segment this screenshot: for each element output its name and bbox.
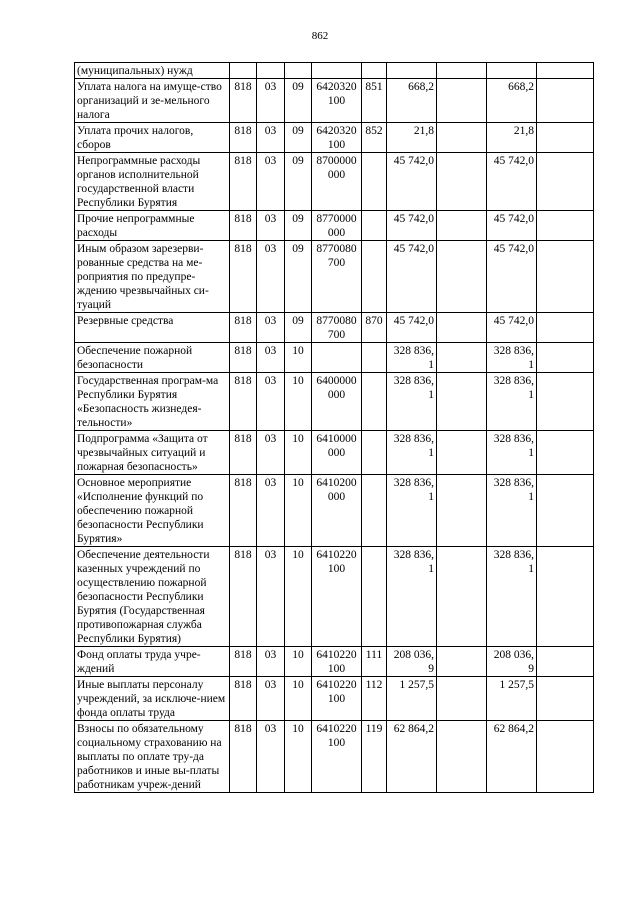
- total-cell: 668,2: [487, 79, 537, 123]
- section-code-cell: [257, 63, 285, 79]
- section-code-cell: 03: [257, 431, 285, 475]
- amount-cell: 45 742,0: [387, 211, 437, 241]
- row-name-cell: Основное мероприятие «Исполнение функций по обеспечению пожарной безопасности Республики Бурятия»: [75, 475, 230, 547]
- total-cell: 328 836,1: [487, 547, 537, 647]
- amount-cell: 208 036,9: [387, 647, 437, 677]
- subsection-code-cell: 09: [285, 241, 312, 313]
- row-name-cell: Иные выплаты персоналу учреждений, за исключе-нием фонда оплаты труда: [75, 677, 230, 721]
- ministry-code-cell: 818: [230, 241, 257, 313]
- subsection-code-cell: 09: [285, 79, 312, 123]
- extra-cell: [437, 647, 487, 677]
- extra-cell: [437, 123, 487, 153]
- blank-cell: [537, 677, 594, 721]
- table-row: [75, 547, 594, 647]
- subsection-code-cell: 10: [285, 721, 312, 793]
- row-name-cell: Уплата прочих налогов, сборов: [75, 123, 230, 153]
- total-cell: 45 742,0: [487, 153, 537, 211]
- blank-cell: [537, 211, 594, 241]
- amount-cell: 45 742,0: [387, 241, 437, 313]
- section-code-cell: 03: [257, 211, 285, 241]
- target-article-cell: [312, 63, 362, 79]
- target-article-cell: 6420320100: [312, 79, 362, 123]
- table-row: [75, 343, 594, 373]
- expense-type-cell: [362, 153, 387, 211]
- ministry-code-cell: 818: [230, 677, 257, 721]
- target-article-cell: 6410000000: [312, 431, 362, 475]
- row-name-cell: Иным образом зарезерви-рованные средства на ме-роприятия по предупре-ждению чрезвычайных си-туаций: [75, 241, 230, 313]
- extra-cell: [437, 677, 487, 721]
- extra-cell: [437, 79, 487, 123]
- ministry-code-cell: 818: [230, 313, 257, 343]
- row-name-cell: (муниципальных) нужд: [75, 63, 230, 79]
- section-code-cell: 03: [257, 153, 285, 211]
- target-article-cell: 8770000000: [312, 211, 362, 241]
- target-article-cell: 8700000000: [312, 153, 362, 211]
- section-code-cell: 03: [257, 647, 285, 677]
- subsection-code-cell: 10: [285, 343, 312, 373]
- extra-cell: [437, 475, 487, 547]
- target-article-cell: 6410220100: [312, 721, 362, 793]
- amount-cell: 668,2: [387, 79, 437, 123]
- subsection-code-cell: 10: [285, 373, 312, 431]
- amount-cell: 62 864,2: [387, 721, 437, 793]
- table-row: [75, 241, 594, 313]
- extra-cell: [437, 721, 487, 793]
- expense-type-cell: [362, 63, 387, 79]
- extra-cell: [437, 63, 487, 79]
- expense-type-cell: 870: [362, 313, 387, 343]
- target-article-cell: 6400000000: [312, 373, 362, 431]
- amount-cell: 1 257,5: [387, 677, 437, 721]
- blank-cell: [537, 547, 594, 647]
- row-name-cell: Прочие непрограммные расходы: [75, 211, 230, 241]
- row-name-cell: Подпрограмма «Защита от чрезвычайных ситуаций и пожарная безопасность»: [75, 431, 230, 475]
- ministry-code-cell: 818: [230, 431, 257, 475]
- row-name-cell: Обеспечение пожарной безопасности: [75, 343, 230, 373]
- row-name-cell: Взносы по обязательному социальному страхованию на выплаты по оплате тру-да работников и иные вы-платы работникам учреж-дений: [75, 721, 230, 793]
- total-cell: 328 836,1: [487, 343, 537, 373]
- blank-cell: [537, 721, 594, 793]
- blank-cell: [537, 241, 594, 313]
- amount-cell: 328 836,1: [387, 547, 437, 647]
- table-row: [75, 475, 594, 547]
- total-cell: 328 836,1: [487, 431, 537, 475]
- expense-type-cell: 119: [362, 721, 387, 793]
- table-row: [75, 211, 594, 241]
- page-number: 862: [311, 30, 329, 42]
- section-code-cell: 03: [257, 313, 285, 343]
- table-row: [75, 63, 594, 79]
- amount-cell: 328 836,1: [387, 475, 437, 547]
- ministry-code-cell: 818: [230, 79, 257, 123]
- ministry-code-cell: 818: [230, 123, 257, 153]
- section-code-cell: 03: [257, 343, 285, 373]
- target-article-cell: 6410220100: [312, 647, 362, 677]
- table-row: [75, 721, 594, 793]
- row-name-cell: Уплата налога на имуще-ство организаций и зе-мельного налога: [75, 79, 230, 123]
- total-cell: 45 742,0: [487, 241, 537, 313]
- row-name-cell: Государственная програм-ма Республики Бурятия «Безопасность жизнедея-тельности»: [75, 373, 230, 431]
- extra-cell: [437, 547, 487, 647]
- blank-cell: [537, 123, 594, 153]
- expense-type-cell: [362, 211, 387, 241]
- table-row: [75, 373, 594, 431]
- total-cell: 45 742,0: [487, 313, 537, 343]
- table-row: [75, 153, 594, 211]
- ministry-code-cell: 818: [230, 343, 257, 373]
- total-cell: 328 836,1: [487, 373, 537, 431]
- subsection-code-cell: 09: [285, 123, 312, 153]
- extra-cell: [437, 313, 487, 343]
- subsection-code-cell: 10: [285, 431, 312, 475]
- section-code-cell: 03: [257, 241, 285, 313]
- expense-type-cell: 112: [362, 677, 387, 721]
- subsection-code-cell: 10: [285, 647, 312, 677]
- subsection-code-cell: 09: [285, 153, 312, 211]
- blank-cell: [537, 79, 594, 123]
- ministry-code-cell: 818: [230, 475, 257, 547]
- subsection-code-cell: [285, 63, 312, 79]
- total-cell: 328 836,1: [487, 475, 537, 547]
- extra-cell: [437, 343, 487, 373]
- row-name-cell: Резервные средства: [75, 313, 230, 343]
- target-article-cell: 8770080700: [312, 313, 362, 343]
- blank-cell: [537, 343, 594, 373]
- ministry-code-cell: 818: [230, 721, 257, 793]
- total-cell: 21,8: [487, 123, 537, 153]
- budget-table: [74, 62, 594, 793]
- target-article-cell: 6410220100: [312, 547, 362, 647]
- row-name-cell: Непрограммные расходы органов исполнительной государственной власти Республики Бурятия: [75, 153, 230, 211]
- amount-cell: 328 836,1: [387, 343, 437, 373]
- target-article-cell: 6410200000: [312, 475, 362, 547]
- expense-type-cell: [362, 475, 387, 547]
- amount-cell: 328 836,1: [387, 431, 437, 475]
- section-code-cell: 03: [257, 373, 285, 431]
- blank-cell: [537, 63, 594, 79]
- row-name-cell: Обеспечение деятельности казенных учреждений по осуществлению пожарной безопасности Республики Бурятия (Государственная противопожарная служба Республики Бурятия): [75, 547, 230, 647]
- table-row: [75, 313, 594, 343]
- extra-cell: [437, 241, 487, 313]
- total-cell: 45 742,0: [487, 211, 537, 241]
- amount-cell: 21,8: [387, 123, 437, 153]
- total-cell: 1 257,5: [487, 677, 537, 721]
- expense-type-cell: [362, 431, 387, 475]
- table-row: [75, 123, 594, 153]
- subsection-code-cell: 10: [285, 475, 312, 547]
- subsection-code-cell: 10: [285, 677, 312, 721]
- ministry-code-cell: 818: [230, 211, 257, 241]
- target-article-cell: 8770080700: [312, 241, 362, 313]
- total-cell: 208 036,9: [487, 647, 537, 677]
- extra-cell: [437, 153, 487, 211]
- table-row: [75, 79, 594, 123]
- target-article-cell: 6420320100: [312, 123, 362, 153]
- amount-cell: 45 742,0: [387, 153, 437, 211]
- expense-type-cell: [362, 343, 387, 373]
- table-row: [75, 677, 594, 721]
- extra-cell: [437, 211, 487, 241]
- subsection-code-cell: 09: [285, 211, 312, 241]
- extra-cell: [437, 431, 487, 475]
- section-code-cell: 03: [257, 123, 285, 153]
- amount-cell: 45 742,0: [387, 313, 437, 343]
- table-row: [75, 647, 594, 677]
- ministry-code-cell: [230, 63, 257, 79]
- section-code-cell: 03: [257, 79, 285, 123]
- extra-cell: [437, 373, 487, 431]
- budget-table-body: [75, 63, 594, 793]
- section-code-cell: 03: [257, 721, 285, 793]
- amount-cell: 328 836,1: [387, 373, 437, 431]
- ministry-code-cell: 818: [230, 373, 257, 431]
- section-code-cell: 03: [257, 677, 285, 721]
- expense-type-cell: 851: [362, 79, 387, 123]
- ministry-code-cell: 818: [230, 153, 257, 211]
- total-cell: 62 864,2: [487, 721, 537, 793]
- table-row: [75, 431, 594, 475]
- target-article-cell: [312, 343, 362, 373]
- expense-type-cell: [362, 547, 387, 647]
- row-name-cell: Фонд оплаты труда учре-ждений: [75, 647, 230, 677]
- blank-cell: [537, 431, 594, 475]
- section-code-cell: 03: [257, 547, 285, 647]
- subsection-code-cell: 09: [285, 313, 312, 343]
- ministry-code-cell: 818: [230, 547, 257, 647]
- expense-type-cell: [362, 373, 387, 431]
- ministry-code-cell: 818: [230, 647, 257, 677]
- expense-type-cell: [362, 241, 387, 313]
- blank-cell: [537, 153, 594, 211]
- blank-cell: [537, 475, 594, 547]
- total-cell: [487, 63, 537, 79]
- expense-type-cell: 111: [362, 647, 387, 677]
- blank-cell: [537, 313, 594, 343]
- blank-cell: [537, 647, 594, 677]
- expense-type-cell: 852: [362, 123, 387, 153]
- subsection-code-cell: 10: [285, 547, 312, 647]
- blank-cell: [537, 373, 594, 431]
- target-article-cell: 6410220100: [312, 677, 362, 721]
- amount-cell: [387, 63, 437, 79]
- section-code-cell: 03: [257, 475, 285, 547]
